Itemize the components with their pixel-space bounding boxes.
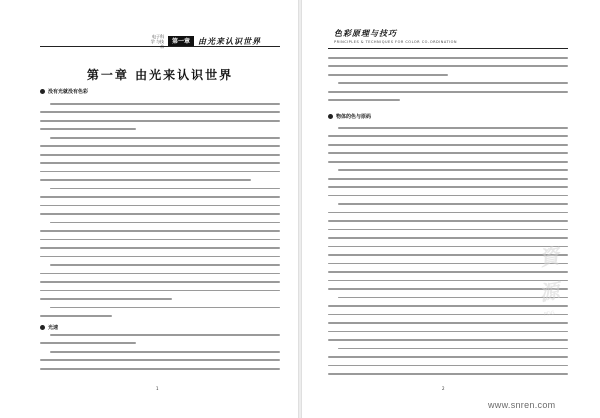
text-line — [40, 247, 280, 249]
running-head-rule — [328, 48, 568, 49]
text-line — [328, 178, 568, 180]
bullet-icon — [40, 325, 45, 330]
text-line — [328, 195, 568, 197]
text-line — [40, 120, 280, 122]
text-line — [40, 290, 280, 292]
watermark-char: 資 — [537, 243, 562, 271]
section-heading — [40, 324, 58, 331]
text-line — [50, 351, 280, 353]
running-head-book-title: 色彩原理与技巧 — [334, 29, 397, 38]
text-line — [40, 171, 280, 173]
text-line — [40, 196, 280, 198]
text-line — [50, 137, 280, 139]
section-heading-text: 光速 — [48, 325, 59, 331]
left-page — [0, 0, 298, 418]
text-line — [40, 359, 280, 361]
text-line — [328, 152, 568, 154]
text-line — [50, 307, 280, 309]
bullet-icon — [40, 89, 45, 94]
text-line — [40, 281, 280, 283]
text-line — [328, 135, 568, 137]
watermark-char: 源 — [537, 278, 562, 306]
text-line — [50, 222, 280, 224]
site-watermark-text: www.snren.com — [488, 400, 556, 410]
watermark-stamp — [514, 204, 584, 354]
running-head-rule — [40, 46, 280, 47]
text-line — [50, 188, 280, 190]
text-line — [338, 82, 568, 84]
bullet-icon — [328, 114, 333, 119]
text-line — [328, 91, 568, 93]
page-number: 1 — [156, 386, 159, 391]
chapter-title: 第一章 由光来认识世界 — [86, 68, 234, 82]
text-line — [50, 103, 280, 105]
text-line — [40, 230, 280, 232]
text-line — [40, 298, 172, 300]
body-text-block — [328, 57, 568, 108]
body-text-block — [40, 103, 280, 324]
text-line — [40, 342, 136, 344]
text-line — [328, 365, 568, 367]
running-head-subtitle: PRINCIPLES & TECHNIQUES FOR COLOR CO-ORDINATION — [334, 40, 458, 44]
text-line — [328, 74, 448, 76]
text-line — [40, 213, 280, 215]
text-line — [40, 368, 280, 370]
section-heading — [40, 88, 88, 95]
text-line — [328, 144, 568, 146]
text-line — [328, 99, 400, 101]
chapter-label-box: 第一章 — [168, 36, 194, 47]
text-line — [338, 127, 568, 129]
watermark-sub: PDG — [543, 310, 555, 318]
section-heading — [328, 113, 371, 120]
section-heading-text: 物体的色与原码 — [336, 114, 372, 120]
running-head-chapter-title: 由光来认识世界 — [198, 37, 262, 46]
text-line — [328, 57, 568, 59]
page-number: 2 — [442, 386, 445, 391]
text-line — [50, 264, 280, 266]
text-line — [328, 65, 568, 67]
text-line — [40, 179, 251, 181]
text-line — [40, 315, 112, 317]
text-line — [40, 111, 280, 113]
text-line — [328, 373, 568, 375]
text-line — [40, 145, 280, 147]
text-line — [40, 154, 280, 156]
text-line — [40, 273, 280, 275]
text-line — [328, 161, 568, 163]
text-line — [40, 205, 280, 207]
running-head-small-text: 电子科学 与技 — [150, 34, 164, 44]
text-line — [50, 334, 280, 336]
text-line — [338, 169, 568, 171]
section-heading-text: 没有光就没有色彩 — [48, 89, 89, 95]
text-line — [328, 186, 568, 188]
right-running-head — [334, 28, 514, 44]
text-line — [40, 162, 280, 164]
body-text-block — [40, 334, 280, 376]
text-line — [40, 128, 136, 130]
text-line — [40, 256, 280, 258]
text-line — [328, 356, 568, 358]
text-line — [40, 239, 280, 241]
